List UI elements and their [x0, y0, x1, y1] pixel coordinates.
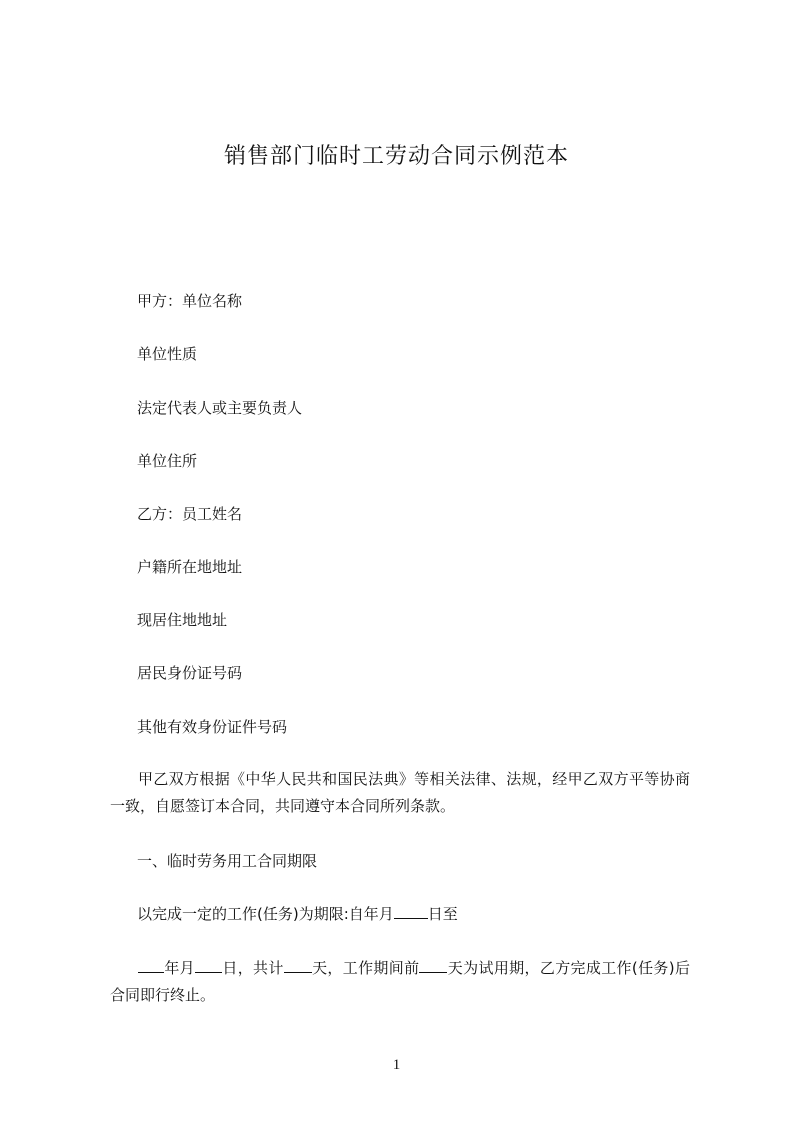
term-line-2-part1: 年月 — [164, 959, 196, 977]
term-line-2-part3: 天，工作期间前 — [311, 959, 420, 977]
party-a-field: 甲方：单位名称 — [137, 292, 243, 310]
term-line-1-text: 以完成一定的工作(任务)为期限:自年月 — [137, 905, 394, 923]
section-one-heading: 一、临时劳务用工合同期限 — [137, 852, 318, 870]
term-line-2-part2: 日，共计 — [222, 959, 284, 977]
page-number: 1 — [392, 1057, 401, 1073]
household-address-field: 户籍所在地地址 — [137, 558, 243, 576]
unit-nature-field: 单位性质 — [137, 345, 198, 363]
term-line-1-suffix: 日至 — [427, 905, 458, 923]
blank-line — [394, 903, 428, 919]
intro-paragraph: 甲乙双方根据《中华人民共和国民法典》等相关法律、法规，经甲乙双方平等协商一致，自愿签订本合同，共同遵守本合同所列条款。 — [110, 770, 690, 815]
other-id-field: 其他有效身份证件号码 — [137, 718, 288, 736]
term-line-1 — [137, 903, 458, 925]
blank-line — [284, 957, 312, 973]
term-line-2-part4: 天为试用期，乙方完成工作(任务)后合同即行终止。 — [110, 959, 690, 1004]
current-address-field: 现居住地地址 — [137, 611, 228, 629]
legal-rep-field: 法定代表人或主要负责人 — [137, 399, 303, 417]
document-title: 销售部门临时工劳动合同示例范本 — [223, 144, 569, 169]
blank-line — [138, 957, 164, 973]
blank-line — [195, 957, 222, 973]
party-b-field: 乙方：员工姓名 — [137, 505, 243, 523]
unit-address-field: 单位住所 — [137, 452, 198, 470]
id-number-field: 居民身份证号码 — [137, 664, 243, 682]
blank-line — [419, 957, 447, 973]
term-line-2 — [110, 955, 690, 1009]
